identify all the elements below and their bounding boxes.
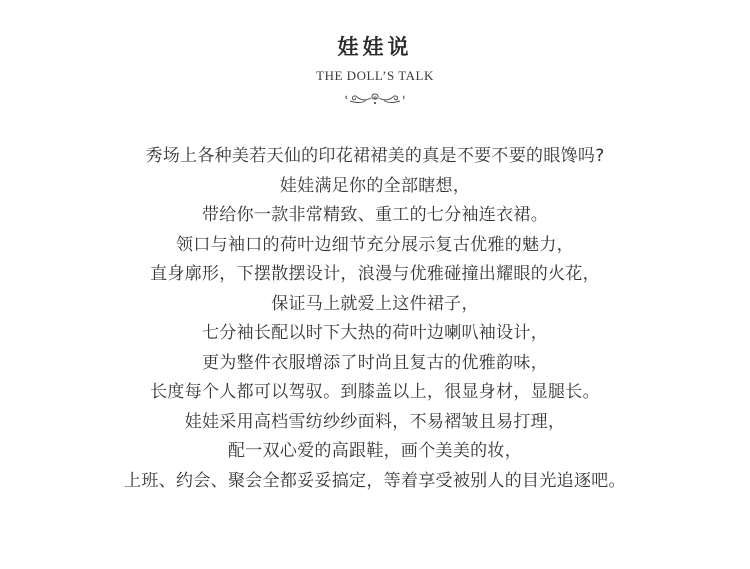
description-line: 保证马上就爱上这件裙子， xyxy=(271,293,479,314)
section-header xyxy=(0,32,750,106)
description-line: 长度每个人都可以驾驭。到膝盖以上，很显身材，显腿长。 xyxy=(150,382,600,402)
description-line: 秀场上各种美若天仙的印花裙裙美的真是不要不要的眼馋吗? xyxy=(145,146,605,166)
product-description xyxy=(0,142,750,496)
description-line: 领口与袖口的荷叶边细节充分展示复古优雅的魅力， xyxy=(176,234,574,255)
section-title: 娃娃说 xyxy=(337,35,413,59)
description-line: 娃娃采用高档雪纺纱纱面料，不易褶皱且易打理， xyxy=(184,411,566,432)
description-line: 七分袖长配以时下大热的荷叶边喇叭袖设计， xyxy=(202,323,548,343)
description-line: 配一双心爱的高跟鞋，画个美美的妆， xyxy=(227,441,523,461)
description-line: 上班、约会、聚会全都妥妥搞定，等着享受被别人的目光追逐吧。 xyxy=(124,470,626,491)
section-subtitle: THE DOLL’S TALK xyxy=(316,68,434,83)
description-line: 更为整件衣服增添了时尚且复古的优雅韵味， xyxy=(202,352,548,373)
description-line: 直身廓形，下摆散摆设计，浪漫与优雅碰撞出耀眼的火花， xyxy=(150,264,600,284)
scroll-flourish-icon xyxy=(344,90,406,106)
description-line: 带给你一款非常精致、重工的七分袖连衣裙。 xyxy=(202,205,548,225)
description-line: 娃娃满足你的全部瞎想， xyxy=(279,175,471,196)
